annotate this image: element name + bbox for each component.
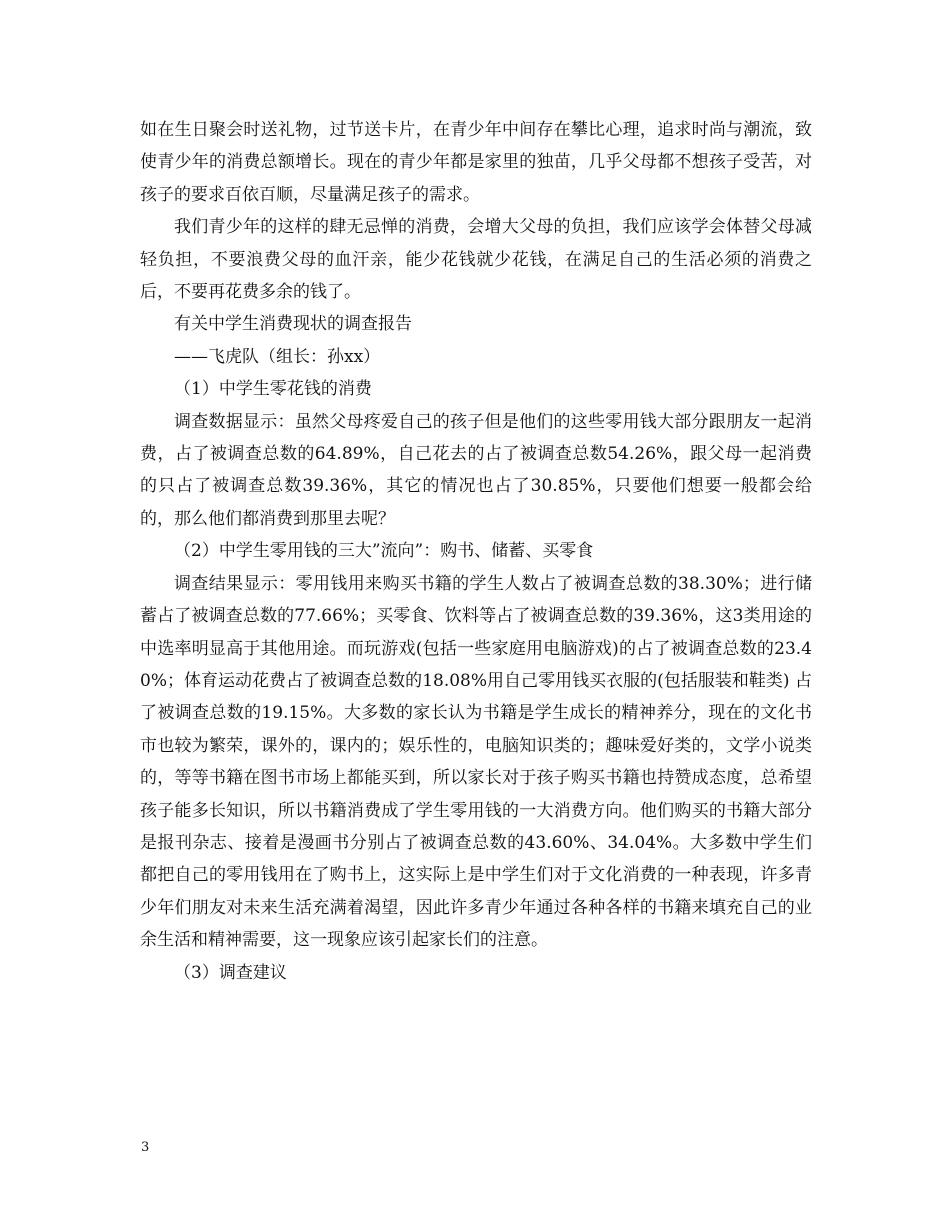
- report-title: 有关中学生消费现状的调查报告: [174, 314, 412, 335]
- section-heading-3: （3）调查建议: [174, 962, 287, 983]
- section-heading-2: （2）中学生零用钱的三大”流向”：购书、储蓄、买零食: [174, 541, 594, 562]
- document-body: [140, 114, 812, 989]
- page-number: 3: [141, 1140, 150, 1155]
- section-heading-1: （1）中学生零花钱的消费: [174, 379, 372, 400]
- paragraph-survey-results: 调查结果显示：零用钱用来购买书籍的学生人数占了被调查总数的38.30%；进行储蓄占了被调查总数的77.66%；买零食、饮料等占了被调查总数的39.36%，这3类用途的中选率明显高于其他用途。而玩游戏(包括一些家庭用电脑游戏)的占了被调查总数的23.40%；体育运动花费占了被调查总数的18.08%用自己零用钱买衣服的(包括服装和鞋类) 占了被调查总数的19.15%。大多数的家长认为书籍是学生成长的精神养分，现在的文化书市也较为繁荣，课外的，课内的；娱乐性的，电脑知识类的；趣味爱好类的，文学小说类的，等等书籍在图书市场上都能买到，所以家长对于孩子购买书籍也持赞成态度，总希望孩子能多长知识，所以书籍消费成了学生零用钱的一大消费方向。他们购买的书籍大部分是报刊杂志、接着是漫画书分别占了被调查总数的43.60%、34.04%。大多数中学生们都把自己的零用钱用在了购书上，这实际上是中学生们对于文化消费的一种表现，许多青少年们朋友对未来生活充满着渴望，因此许多青少年通过各种各样的书籍来填充自己的业余生活和精神需要，这一现象应该引起家长们的注意。: [140, 573, 812, 951]
- paragraph-2: 我们青少年的这样的肆无忌惮的消费，会增大父母的负担，我们应该学会体替父母减轻负担，不要浪费父母的血汗亲，能少花钱就少花钱，在满足自己的生活必须的消费之后，不要再花费多余的钱了。: [140, 217, 812, 303]
- paragraph-survey-data: 调查数据显示：虽然父母疼爱自己的孩子但是他们的这些零用钱大部分跟朋友一起消费，占了被调查总数的64.89%，自己花去的占了被调查总数54.26%，跟父母一起消费的只占了被调查总数39.36%，其它的情况也占了30.85%，只要他们想要一般都会给的，那么他们都消费到那里去呢？: [140, 411, 812, 529]
- paragraph-1: 如在生日聚会时送礼物，过节送卡片，在青少年中间存在攀比心理，追求时尚与潮流，致使青少年的消费总额增长。现在的青少年都是家里的独苗，几乎父母都不想孩子受苦，对孩子的要求百依百顺，尽量满足孩子的需求。: [140, 120, 812, 205]
- report-author-line: ——飞虎队（组长：孙xx）: [174, 346, 381, 367]
